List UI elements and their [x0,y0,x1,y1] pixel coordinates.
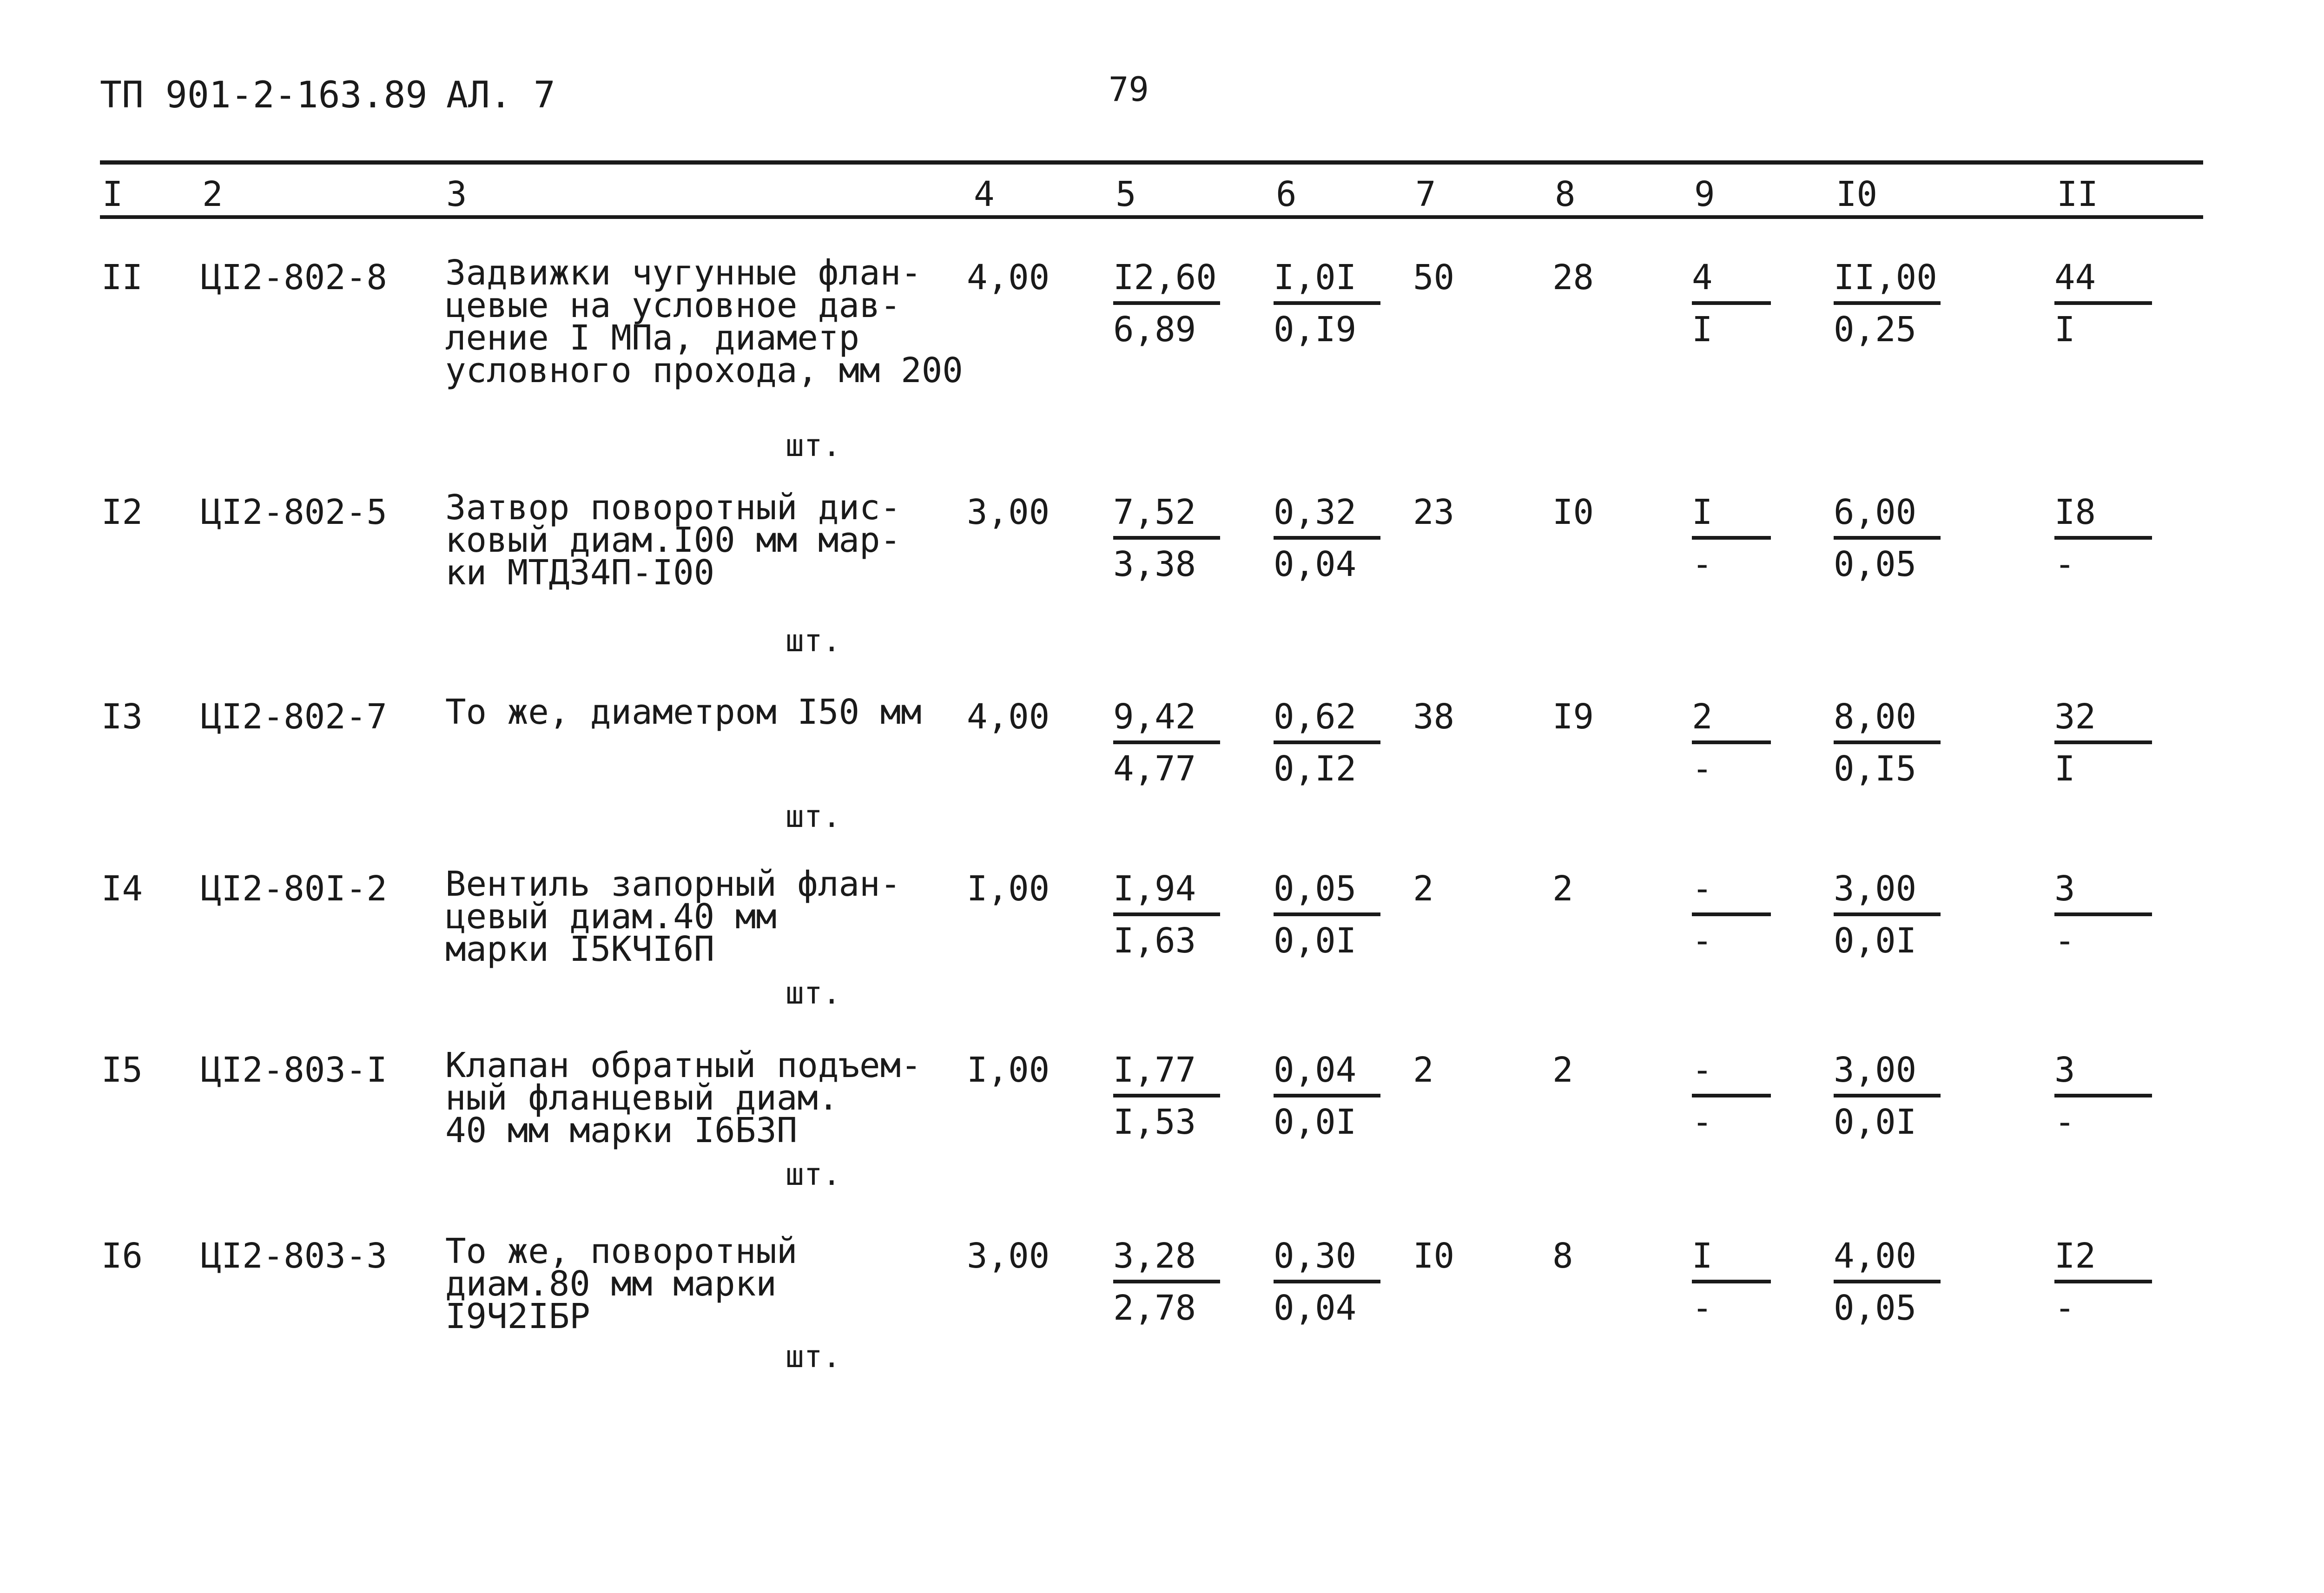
fraction-numerator: 0,62 [1274,697,1357,737]
row-number: I3 [101,697,143,737]
fraction-numerator: 3,00 [1834,869,1917,909]
col8-value: 2 [1552,869,1573,909]
unit-label: шт. [786,1157,841,1192]
description-line: ковый диам.I00 мм мар- [445,520,901,560]
col7-value: 38 [1413,697,1455,737]
c6-fraction [1274,1236,1357,1328]
c10-fraction [1834,1236,1917,1328]
fraction-numerator: 3 [2054,1050,2075,1090]
fraction-denominator: I,53 [1113,1102,1196,1142]
fraction-denominator: - [1692,544,1713,584]
col4-value: 4,00 [967,697,1050,737]
row-description [445,253,963,390]
fraction-denominator: - [1692,921,1713,961]
c9-fraction [1692,697,1713,789]
col-header-4: 4 [974,174,995,214]
fraction-numerator: 7,52 [1113,492,1196,532]
row-number: I4 [101,869,143,909]
fraction-numerator: I,0I [1274,258,1357,297]
fraction-bar [1834,536,1941,540]
col7-value: 23 [1413,492,1455,532]
c9-fraction [1692,492,1713,584]
unit-label: шт. [786,799,841,834]
row-code: ЦI2-802-8 [201,258,387,297]
col-header-1: I [102,174,123,214]
col-header-3: 3 [446,174,467,214]
fraction-denominator: - [2054,1288,2075,1328]
row-code: ЦI2-802-7 [201,697,387,737]
col7-value: I0 [1413,1236,1455,1276]
col4-value: I,00 [967,869,1050,909]
fraction-denominator: - [1692,749,1713,789]
fraction-denominator: I [2054,310,2075,350]
col4-value: 4,00 [967,258,1050,297]
col8-value: I0 [1552,492,1594,532]
c9-fraction [1692,869,1713,961]
col7-value: 50 [1413,258,1455,297]
fraction-numerator: 3,00 [1834,1050,1917,1090]
fraction-numerator: 44 [2054,258,2096,297]
fraction-numerator: 3,28 [1113,1236,1196,1276]
description-line: 40 мм марки I6Б3П [445,1110,798,1150]
table-top-rule [100,160,2203,165]
page-number: 79 [1109,70,1149,109]
description-line: То же, поворотный [445,1231,798,1271]
fraction-denominator: - [1692,1288,1713,1328]
row-number: I6 [101,1236,143,1276]
fraction-numerator: 4,00 [1834,1236,1917,1276]
fraction-denominator: I [1692,310,1713,350]
fraction-numerator: I [1692,1236,1713,1276]
fraction-denominator: - [2054,921,2075,961]
fraction-denominator: 0,I2 [1274,749,1357,789]
fraction-denominator: 0,05 [1834,544,1917,584]
fraction-numerator: 4 [1692,258,1713,297]
fraction-numerator: 0,30 [1274,1236,1357,1276]
col-header-2: 2 [202,174,223,214]
fraction-bar [1692,301,1771,305]
col-header-10: I0 [1836,174,1878,214]
document-code: ТП 901-2-163.89 [100,74,428,116]
c10-fraction [1834,258,1937,350]
row-number: I5 [101,1050,143,1090]
fraction-denominator: I,63 [1113,921,1196,961]
fraction-bar [1834,912,1941,916]
c9-fraction [1692,258,1713,350]
c5-fraction [1113,1050,1196,1142]
col-header-11: II [2057,174,2099,214]
c6-fraction [1274,258,1357,350]
fraction-numerator: I8 [2054,492,2096,532]
fraction-denominator: 3,38 [1113,544,1196,584]
col-header-9: 9 [1694,174,1715,214]
fraction-denominator: 4,77 [1113,749,1196,789]
description-line: цевый диам.40 мм [445,897,777,937]
fraction-numerator: I,94 [1113,869,1196,909]
fraction-bar [1274,740,1380,744]
fraction-numerator: 8,00 [1834,697,1917,737]
fraction-denominator: 0,I9 [1274,310,1357,350]
description-line: ки МТДЗ4П-I00 [445,553,715,593]
row-code: ЦI2-80I-2 [201,869,387,909]
fraction-numerator: 9,42 [1113,697,1196,737]
fraction-bar [1692,740,1771,744]
col7-value: 2 [1413,1050,1434,1090]
description-line: марки I5КЧI6П [445,929,715,969]
c10-fraction [1834,492,1917,584]
description-line: ление I МПа, диаметр [445,318,860,358]
fraction-denominator: 0,25 [1834,310,1917,350]
col8-value: 28 [1552,258,1594,297]
fraction-bar [1113,301,1220,305]
row-code: ЦI2-802-5 [201,492,387,532]
fraction-denominator: 0,04 [1274,1288,1357,1328]
fraction-bar [1113,912,1220,916]
row-code: ЦI2-803-3 [201,1236,387,1276]
row-number: I2 [101,492,143,532]
unit-label: шт. [786,623,841,659]
c6-fraction [1274,1050,1357,1142]
c9-fraction [1692,1236,1713,1328]
fraction-numerator: 2 [1692,697,1713,737]
col4-value: 3,00 [967,1236,1050,1276]
fraction-denominator: - [2054,1102,2075,1142]
fraction-bar [2054,912,2152,916]
description-line: Вентиль запорный флан- [445,864,901,904]
c5-fraction [1113,869,1196,961]
fraction-numerator: II,00 [1834,258,1937,297]
fraction-bar [1692,1280,1771,1283]
fraction-denominator: 0,0I [1274,921,1357,961]
c11-fraction [2054,1050,2075,1142]
fraction-denominator: 2,78 [1113,1288,1196,1328]
c9-fraction [1692,1050,1713,1142]
description-line: Задвижки чугунные флан- [445,253,922,293]
fraction-numerator: 0,32 [1274,492,1357,532]
fraction-bar [1274,912,1380,916]
fraction-numerator: 3 [2054,869,2075,909]
row-number: II [101,258,143,297]
fraction-bar [1274,536,1380,540]
col7-value: 2 [1413,869,1434,909]
fraction-bar [1834,1094,1941,1097]
description-line: I9Ч2IБР [445,1296,590,1336]
description-line: цевые на условное дав- [445,285,901,325]
fraction-numerator: I2,60 [1113,258,1217,297]
col8-value: 8 [1552,1236,1573,1276]
c11-fraction [2054,869,2075,961]
c11-fraction [2054,492,2096,584]
fraction-numerator: 32 [2054,697,2096,737]
col4-value: 3,00 [967,492,1050,532]
fraction-bar [1692,1094,1771,1097]
row-code: ЦI2-803-I [201,1050,387,1090]
fraction-bar [2054,1280,2152,1283]
description-line: Клапан обратный подъем- [445,1045,922,1085]
description-line: диам.80 мм марки [445,1264,777,1304]
c11-fraction [2054,1236,2096,1328]
col4-value: I,00 [967,1050,1050,1090]
fraction-numerator: - [1692,1050,1713,1090]
fraction-denominator: - [2054,544,2075,584]
c5-fraction [1113,697,1196,789]
fraction-bar [1113,740,1220,744]
col-header-7: 7 [1415,174,1436,214]
col8-value: I9 [1552,697,1594,737]
fraction-numerator: - [1692,869,1713,909]
c11-fraction [2054,258,2096,350]
fraction-bar [1113,536,1220,540]
col-header-5: 5 [1116,174,1136,214]
row-description [445,692,922,732]
fraction-numerator: I [1692,492,1713,532]
fraction-denominator: 0,0I [1834,921,1917,961]
col-header-6: 6 [1276,174,1297,214]
fraction-bar [1834,1280,1941,1283]
fraction-denominator: 0,04 [1274,544,1357,584]
table-header-rule [100,215,2203,219]
unit-label: шт. [786,975,841,1011]
fraction-denominator: 0,0I [1274,1102,1357,1142]
fraction-denominator: 6,89 [1113,310,1196,350]
fraction-numerator: 6,00 [1834,492,1917,532]
fraction-bar [2054,740,2152,744]
c11-fraction [2054,697,2096,789]
fraction-denominator: I [2054,749,2075,789]
unit-label: шт. [786,428,841,463]
description-line: условного прохода, мм 200 [445,350,963,390]
description-line: ный фланцевый диам. [445,1078,839,1118]
fraction-bar [1834,740,1941,744]
fraction-denominator: 0,05 [1834,1288,1917,1328]
fraction-bar [2054,536,2152,540]
unit-label: шт. [786,1339,841,1375]
fraction-bar [2054,301,2152,305]
col-header-8: 8 [1555,174,1576,214]
c6-fraction [1274,869,1357,961]
fraction-numerator: 0,04 [1274,1050,1357,1090]
fraction-bar [2054,1094,2152,1097]
fraction-bar [1113,1094,1220,1097]
c5-fraction [1113,1236,1196,1328]
row-description [445,864,901,969]
fraction-bar [1834,301,1941,305]
fraction-bar [1274,1094,1380,1097]
fraction-bar [1113,1280,1220,1283]
c10-fraction [1834,697,1917,789]
fraction-numerator: I,77 [1113,1050,1196,1090]
c10-fraction [1834,1050,1917,1142]
row-description [445,1231,798,1336]
fraction-numerator: 0,05 [1274,869,1357,909]
col8-value: 2 [1552,1050,1573,1090]
c5-fraction [1113,258,1217,350]
fraction-numerator: I2 [2054,1236,2096,1276]
c6-fraction [1274,492,1357,584]
fraction-denominator: 0,0I [1834,1102,1917,1142]
c10-fraction [1834,869,1917,961]
fraction-denominator: 0,I5 [1834,749,1917,789]
c6-fraction [1274,697,1357,789]
fraction-bar [1692,912,1771,916]
description-line: То же, диаметром I50 мм [445,692,922,732]
album-number: АЛ. 7 [446,74,555,116]
row-description [445,1045,922,1150]
row-description [445,488,901,593]
fraction-denominator: - [1692,1102,1713,1142]
fraction-bar [1274,1280,1380,1283]
description-line: Затвор поворотный дис- [445,488,901,528]
fraction-bar [1692,536,1771,540]
c5-fraction [1113,492,1196,584]
fraction-bar [1274,301,1380,305]
